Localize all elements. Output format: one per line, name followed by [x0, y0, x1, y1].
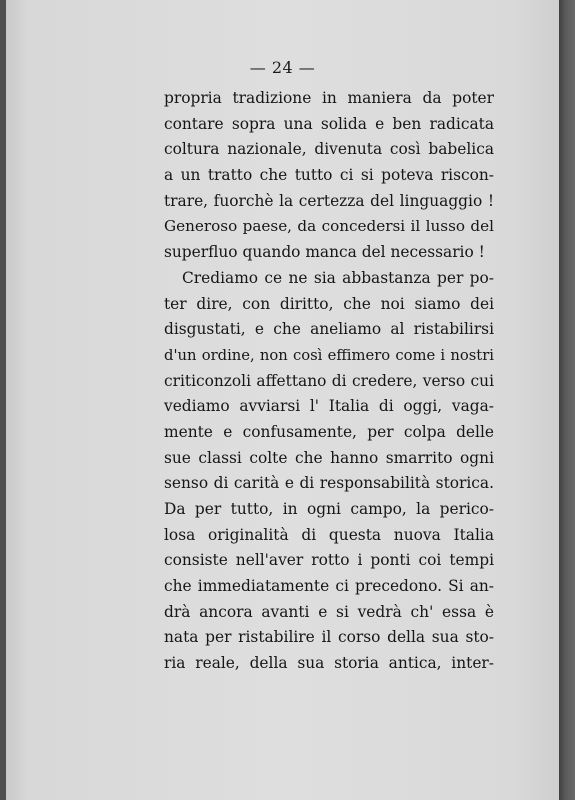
text-line: criticonzoli affettano di credere, verso cui: [164, 371, 494, 390]
text-line: nata per ristabilire il corso della sua sto-: [164, 628, 494, 647]
text-line: Generoso paese, da concedersi il lusso del: [164, 217, 494, 236]
text-line: consiste nell'aver rotto i ponti coi tempi: [164, 551, 494, 570]
text-line: senso di carità e di responsabilità storica.: [164, 474, 494, 493]
text-line: ria reale, della sua storia antica, inter-: [164, 654, 494, 673]
text-line: ter dire, con diritto, che noi siamo dei: [164, 294, 494, 313]
body-text: [164, 86, 494, 677]
text-line: sue classi colte che hanno smarrito ogni: [164, 448, 494, 467]
text-line: superfluo quando manca del necessario !: [164, 243, 485, 262]
text-line: che immediatamente ci precedono. Si an-: [164, 577, 494, 596]
text-line: contare sopra una solida e ben radicata: [164, 114, 494, 133]
text-line: disgustati, e che aneliamo al ristabilirsi: [164, 320, 494, 339]
text-line: losa originalità di questa nuova Italia: [164, 525, 494, 544]
text-line: propria tradizione in maniera da poter: [164, 89, 494, 107]
paragraph-1: [164, 86, 494, 266]
page-edge-shadow: [559, 0, 575, 800]
text-line: trare, fuorchè la certezza del linguaggio !: [164, 191, 494, 210]
text-line: coltura nazionale, divenuta così babelica: [164, 140, 494, 159]
paragraph-2: [164, 266, 494, 677]
book-page: [6, 0, 559, 800]
text-line: vediamo avviarsi l' Italia di oggi, vaga-: [164, 397, 494, 416]
text-line: Crediamo ce ne sia abbastanza per po-: [182, 268, 494, 287]
text-line: mente e confusamente, per colpa delle: [164, 422, 494, 441]
text-line: Da per tutto, in ogni campo, la perico-: [164, 500, 494, 518]
text-line: drà ancora avanti e si vedrà ch' essa è: [164, 602, 494, 621]
text-line: a un tratto che tutto ci si poteva riscon-: [164, 166, 494, 185]
text-line: d'un ordine, non così effimero come i nostri: [164, 346, 494, 364]
page-number: — 24 —: [249, 58, 316, 77]
